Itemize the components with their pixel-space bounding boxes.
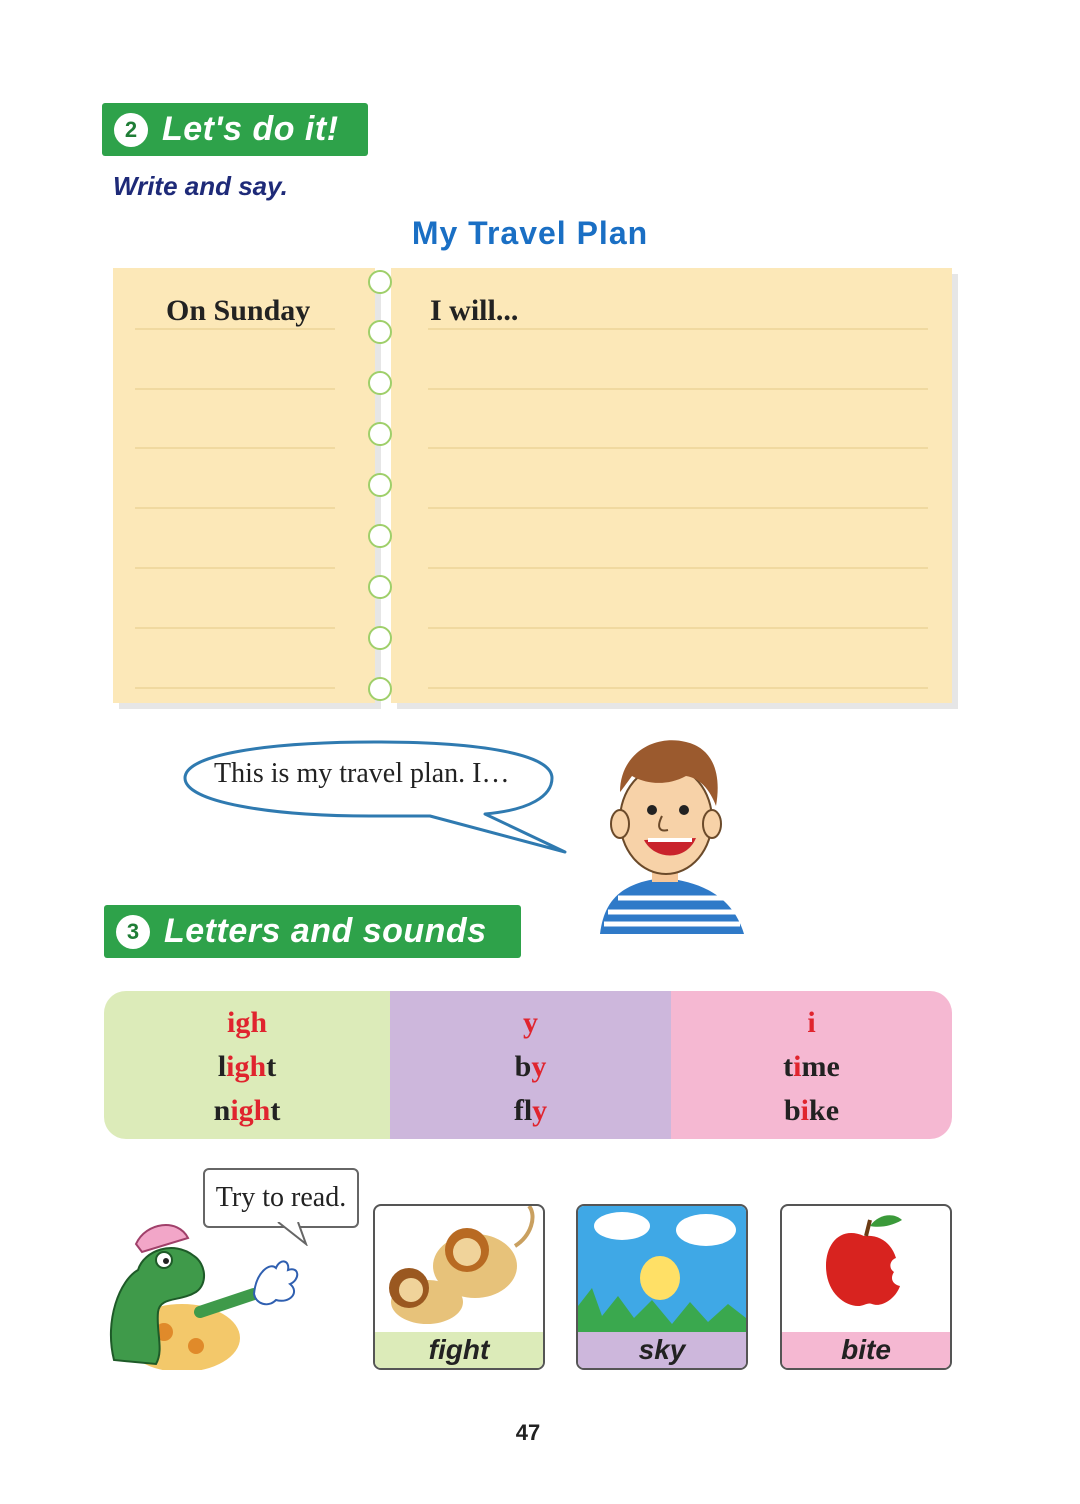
phonics-word: fly	[513, 1094, 548, 1127]
phonics-pattern: y	[523, 1006, 538, 1039]
ruled-line	[428, 687, 928, 689]
phonics-word: night	[213, 1094, 281, 1127]
binding-ring-icon	[368, 524, 392, 548]
word-card-fight	[373, 1204, 545, 1370]
phonics-word: light	[217, 1050, 277, 1083]
try-to-read-box: Try to read.	[203, 1168, 359, 1228]
binding-ring-icon	[368, 677, 392, 701]
page-number: 47	[515, 1420, 541, 1445]
ruled-line	[428, 388, 928, 390]
ruled-line	[135, 328, 335, 330]
binding-ring-icon	[368, 320, 392, 344]
section-number-badge: 3	[116, 915, 150, 949]
ruled-line	[135, 627, 335, 629]
phonics-word: time	[783, 1050, 840, 1083]
ruled-line	[135, 567, 335, 569]
ruled-line	[428, 627, 928, 629]
phonics-word: bike	[783, 1094, 840, 1127]
bitten-apple-icon	[782, 1206, 950, 1332]
lions-fighting-icon	[375, 1206, 543, 1332]
phonics-column	[390, 991, 671, 1139]
binding-ring-icon	[368, 473, 392, 497]
ruled-line	[428, 507, 928, 509]
plan-title: My Travel Plan	[411, 215, 649, 251]
ruled-line	[428, 328, 928, 330]
binding-ring-icon	[368, 371, 392, 395]
binding-ring-icon	[368, 422, 392, 446]
boy-icon	[594, 732, 749, 937]
instruction-text: Write and say.	[113, 171, 288, 201]
speech-bubble-text: This is my travel plan. I…	[214, 758, 510, 789]
binding-ring-icon	[368, 626, 392, 650]
plan-left-page	[113, 268, 375, 703]
section-banner-letters-and-sounds	[104, 905, 521, 958]
speech-bubble-icon	[180, 730, 580, 860]
ruled-line	[135, 507, 335, 509]
card-label: sky	[578, 1332, 746, 1368]
ruled-line	[428, 447, 928, 449]
phonics-pattern: i	[807, 1006, 816, 1039]
phonics-word: by	[514, 1050, 547, 1083]
sunny-sky-icon	[578, 1206, 746, 1332]
section-title: Let's do it!	[162, 110, 339, 148]
speech-tail-icon	[276, 1222, 312, 1246]
word-card-bite	[780, 1204, 952, 1370]
phonics-table	[104, 991, 952, 1139]
ruled-line	[135, 687, 335, 689]
plan-right-header: I will...	[430, 294, 519, 327]
phonics-pattern: igh	[226, 1006, 268, 1039]
ruled-line	[135, 447, 335, 449]
ruled-line	[428, 567, 928, 569]
section-title: Letters and sounds	[164, 912, 487, 950]
phonics-column	[671, 991, 952, 1139]
binding-ring-icon	[368, 575, 392, 599]
section-banner-lets-do-it	[102, 103, 368, 156]
card-label: bite	[782, 1332, 950, 1368]
plan-left-header: On Sunday	[166, 294, 311, 327]
section-number-badge: 2	[114, 113, 148, 147]
card-label: fight	[375, 1332, 543, 1368]
word-card-sky	[576, 1204, 748, 1370]
plan-right-page	[391, 268, 952, 703]
binding-ring-icon	[368, 270, 392, 294]
phonics-column	[104, 991, 390, 1139]
ruled-line	[135, 388, 335, 390]
